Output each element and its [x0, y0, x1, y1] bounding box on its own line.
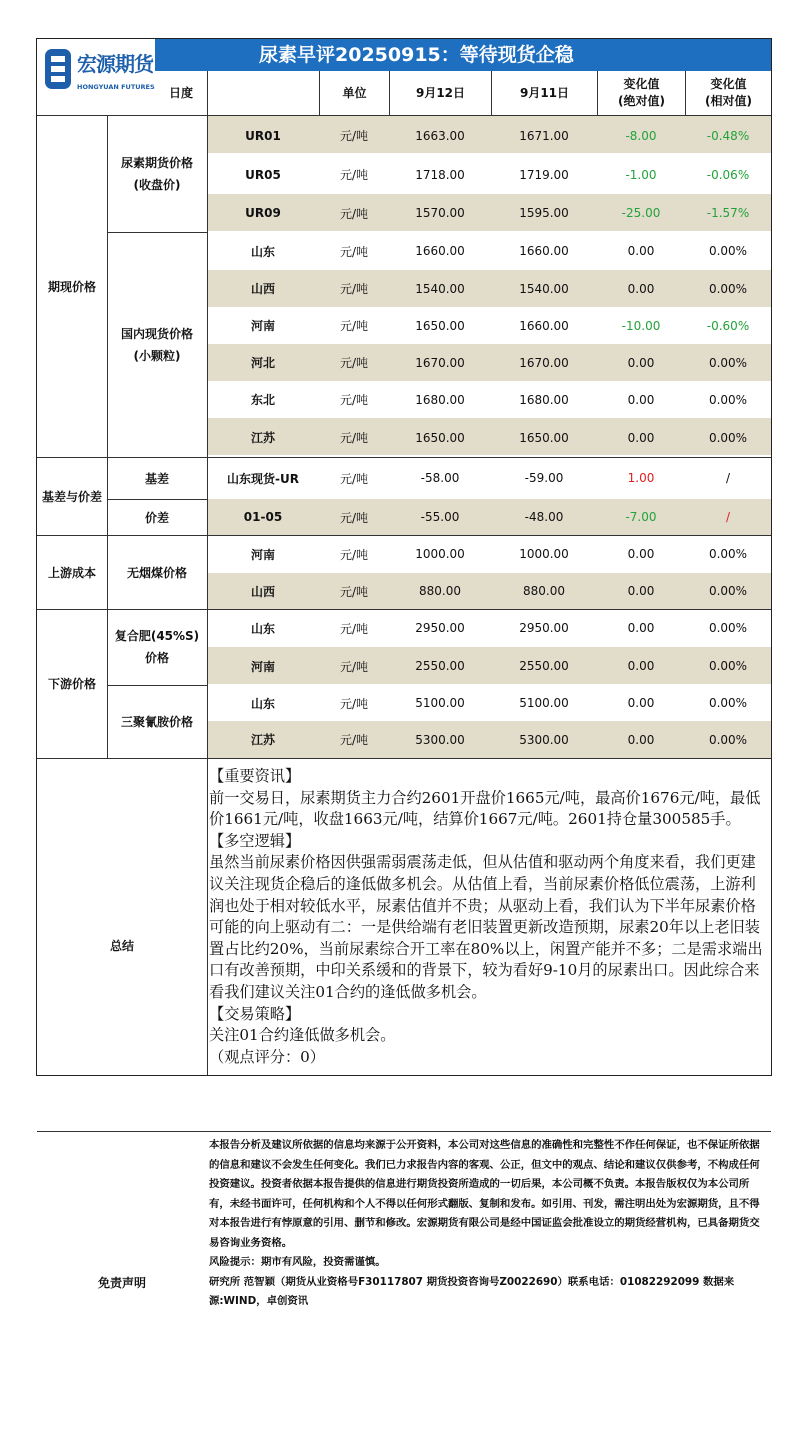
- row-value-d2: 1660.00: [519, 244, 569, 258]
- summary-logic-text: 虽然当前尿素价格因供强需弱震荡走低，但从估值和驱动两个角度来看，我们更建议关注现货企稳后的逢低做多机会。从估值上看，当前尿素价格低位震荡，上游利润也处于相对较低水平，尿素估值并不贵；从驱动上看，我们认为下半年尿素价格可能的向上驱动有二：一是供给端有老旧装置更新改造预期，尿素20年以上老旧装置占比约20%，当前尿素综合开工率在80%以上，闲置产能并不多；二是需求端出口有改善预期，中印关系缓和的背景下，较为看好9-10月的尿素出口。因此综合来看我们建议关注01合约的逢低做多机会。: [209, 853, 763, 1001]
- row-value-d1: 2550.00: [415, 659, 465, 673]
- grid-line: [107, 499, 207, 500]
- row-change-abs: -25.00: [621, 206, 661, 220]
- row-name: 河南: [250, 547, 275, 562]
- col-rel-change: 变化值 (相对值): [685, 71, 771, 115]
- row-value-d2: 1000.00: [519, 547, 569, 561]
- summary-label: 总结: [109, 938, 134, 953]
- summary-body: [209, 766, 769, 1068]
- row-change-rel: -0.48%: [706, 128, 750, 143]
- disclaimer-body: [209, 1136, 769, 1312]
- row-unit: 元/吨: [339, 621, 369, 636]
- row-unit: 元/吨: [339, 733, 369, 747]
- disclaimer-label: 免责声明: [97, 1275, 146, 1290]
- row-unit: 元/吨: [339, 510, 369, 525]
- col-unit: 单位: [319, 71, 389, 115]
- row-value-d1: 1718.00: [415, 167, 465, 182]
- row-unit: 元/吨: [339, 356, 369, 370]
- row-change-rel: 0.00%: [708, 659, 748, 673]
- summary-strategy-text: 关注01合约逢低做多机会。: [209, 1026, 396, 1045]
- summary-heading-strategy: 【交易策略】: [209, 1004, 301, 1023]
- row-name: 山东: [250, 621, 275, 636]
- row-unit: 元/吨: [339, 244, 369, 259]
- summary-heading-logic: 【多空逻辑】: [209, 831, 301, 850]
- row-name: 东北: [250, 393, 275, 407]
- group-label-upstream: 上游成本: [47, 565, 96, 580]
- row-name: UR09: [245, 206, 281, 220]
- grid-line: [107, 685, 207, 686]
- row-change-rel: 0.00%: [708, 355, 748, 370]
- subgroup-futures-price: 尿素期货价格 (收盘价): [120, 156, 193, 192]
- subgroup-spread: 价差: [144, 510, 169, 525]
- row-change-abs: 0.00: [627, 732, 655, 747]
- row-name: 山西: [250, 584, 275, 599]
- row-change-rel: 0.00%: [708, 732, 748, 747]
- row-unit: 元/吨: [339, 129, 369, 143]
- grid-line: [107, 115, 108, 758]
- row-unit: 元/吨: [339, 584, 369, 599]
- row-value-d1: 1570.00: [415, 206, 465, 220]
- row-change-rel: 0.00%: [708, 244, 748, 258]
- row-value-d1: 5100.00: [415, 696, 465, 710]
- row-change-rel: -1.57%: [706, 206, 750, 220]
- company-logo: [37, 39, 155, 109]
- row-value-d1: 1650.00: [415, 430, 465, 445]
- row-change-rel: 0.00%: [708, 281, 748, 296]
- group-label-downstream: 下游价格: [47, 677, 96, 691]
- logo-mark-icon: [43, 47, 73, 91]
- row-value-d1: -55.00: [420, 510, 460, 524]
- row-change-abs: 0.00: [627, 355, 655, 370]
- subgroup-coal-price: 无烟煤价格: [126, 565, 187, 580]
- col-date: 日度: [168, 85, 193, 100]
- row-value-d1: 1650.00: [415, 318, 465, 333]
- row-value-d2: 5100.00: [519, 696, 569, 710]
- disclaimer-text: 本报告分析及建议所依据的信息均来源于公开资料，本公司对这些信息的准确性和完整性不作任何保证，也不保证所依据的信息和建议不会发生任何变化。我们已力求报告内容的客观、公正，但文中的观点、结论和建议仅供参考，不构成任何投资建议。投资者依据本报告提供的信息进行期货投资所造成的一切后果，本公司概不负责。本报告版权仅为本公司所有，未经书面许可，任何机构和个人不得以任何形式翻版、复制和发布。如引用、刊发，需注明出处为宏源期货，且不得对本报告进行有悖原意的引用、删节和修改。宏源期货有限公司是经中国证监会批准设立的期货经营机构，已具备期货交易咨询业务资格。: [209, 1139, 760, 1249]
- group-label-spot-futures: 期现价格: [47, 280, 96, 294]
- row-change-rel: 0.00%: [708, 430, 748, 445]
- row-unit: 元/吨: [339, 547, 369, 562]
- row-value-d1: 1670.00: [415, 355, 465, 370]
- row-change-abs: 0.00: [627, 281, 655, 296]
- report-frame: [36, 38, 772, 1307]
- row-unit: 元/吨: [339, 471, 369, 486]
- row-value-d1: 5300.00: [415, 732, 465, 747]
- subgroup-fertilizer-price: 复合肥(45%S) 价格: [114, 629, 200, 665]
- row-change-rel: 0.00%: [708, 392, 748, 407]
- author-info: 研究所 范智颖（期货从业资格号F30117807 期货投资咨询号Z0022690）联系电话：01082292099 数据来源:WIND，卓创资讯: [209, 1275, 735, 1307]
- row-change-abs: 0.00: [627, 392, 655, 407]
- row-value-d1: 1000.00: [415, 547, 465, 561]
- row-change-rel: -0.06%: [706, 167, 750, 182]
- grid-line: [37, 609, 771, 610]
- row-change-rel: /: [725, 510, 731, 524]
- row-change-abs: 1.00: [627, 471, 655, 485]
- row-value-d1: 1680.00: [415, 392, 465, 407]
- row-value-d2: 1671.00: [519, 128, 569, 143]
- subgroup-spot-price: 国内现货价格 (小颗粒): [120, 326, 193, 363]
- row-change-abs: 0.00: [627, 547, 655, 561]
- row-name: 山东: [250, 696, 275, 711]
- summary-score: （观点评分：0）: [209, 1047, 325, 1066]
- row-value-d1: 1660.00: [415, 244, 465, 258]
- row-change-rel: 0.00%: [708, 584, 748, 598]
- grid-line: [37, 535, 771, 536]
- group-label-basis: 基差与价差: [41, 489, 102, 504]
- row-value-d2: 5300.00: [519, 732, 569, 747]
- row-change-abs: 0.00: [627, 244, 655, 258]
- row-value-d1: 1540.00: [415, 281, 465, 296]
- row-change-abs: 0.00: [627, 621, 655, 635]
- logo-cn-text: 宏源期货: [77, 52, 153, 76]
- row-unit: 元/吨: [339, 168, 369, 182]
- row-unit: 元/吨: [339, 696, 369, 711]
- row-name: 河北: [250, 356, 275, 370]
- row-change-abs: -7.00: [625, 510, 657, 524]
- risk-warning: 风险提示：期市有风险，投资需谨慎。: [209, 1256, 386, 1268]
- row-value-d2: 1650.00: [519, 430, 569, 445]
- subgroup-melamine-price: 三聚氰胺价格: [120, 715, 193, 729]
- summary-heading-news: 【重要资讯】: [209, 767, 301, 785]
- row-value-d2: 880.00: [523, 584, 565, 598]
- row-unit: 元/吨: [339, 393, 369, 407]
- row-value-d1: 880.00: [419, 584, 461, 598]
- row-name: 山东现货-UR: [227, 471, 299, 486]
- row-value-d1: 1663.00: [415, 128, 465, 143]
- summary-news-text: 前一交易日，尿素期货主力合约2601开盘价1665元/吨，最高价1676元/吨，最低价1661元/吨，收盘1663元/吨，结算价1667元/吨。2601持仓量300585手。: [209, 788, 761, 829]
- row-value-d1: 2950.00: [415, 621, 465, 635]
- row-value-d2: -48.00: [524, 510, 564, 524]
- logo-en-text: HONGYUAN FUTURES: [77, 83, 155, 91]
- row-unit: 元/吨: [339, 206, 369, 221]
- row-value-d2: 1540.00: [519, 281, 569, 296]
- col-blank: [207, 71, 319, 115]
- row-name: 山东: [250, 244, 275, 259]
- row-unit: 元/吨: [339, 282, 369, 296]
- col-date-1: 9月12日: [389, 71, 491, 115]
- row-name: UR05: [245, 167, 281, 182]
- row-change-rel: 0.00%: [708, 696, 748, 710]
- row-unit: 元/吨: [339, 431, 369, 445]
- row-value-d2: 1660.00: [519, 318, 569, 333]
- row-unit: 元/吨: [339, 319, 369, 333]
- row-change-rel: /: [725, 471, 731, 485]
- row-value-d2: 1670.00: [519, 355, 569, 370]
- row-change-rel: -0.60%: [706, 318, 750, 333]
- col-date-2: 9月11日: [491, 71, 597, 115]
- row-value-d2: 2950.00: [519, 621, 569, 635]
- row-value-d2: 2550.00: [519, 659, 569, 673]
- row-name: 江苏: [250, 431, 275, 445]
- row-name: 山西: [250, 282, 275, 296]
- grid-line: [107, 232, 207, 233]
- row-unit: 元/吨: [339, 659, 369, 674]
- row-change-abs: -1.00: [625, 167, 657, 182]
- row-value-d1: -58.00: [420, 471, 460, 485]
- row-value-d2: 1595.00: [519, 206, 569, 220]
- row-change-abs: 0.00: [627, 430, 655, 445]
- subgroup-basis: 基差: [144, 471, 169, 486]
- row-change-rel: 0.00%: [708, 621, 748, 635]
- row-name: UR01: [245, 128, 281, 143]
- row-value-d2: -59.00: [524, 471, 564, 485]
- row-change-rel: 0.00%: [708, 547, 748, 561]
- row-change-abs: -8.00: [625, 128, 657, 143]
- row-name: 江苏: [250, 733, 275, 747]
- row-change-abs: 0.00: [627, 584, 655, 598]
- grid-line: [207, 115, 208, 1075]
- row-change-abs: 0.00: [627, 659, 655, 673]
- row-name: 河南: [250, 319, 275, 333]
- report-title: 尿素早评20250915：等待现货企稳: [259, 44, 574, 66]
- row-change-abs: -10.00: [621, 318, 661, 333]
- row-value-d2: 1719.00: [519, 167, 569, 182]
- grid-line: [37, 457, 771, 458]
- row-change-abs: 0.00: [627, 696, 655, 710]
- row-name: 01-05: [243, 510, 283, 524]
- row-name: 河南: [250, 659, 275, 674]
- row-value-d2: 1680.00: [519, 392, 569, 407]
- col-abs-change: 变化值 (绝对值): [597, 71, 685, 115]
